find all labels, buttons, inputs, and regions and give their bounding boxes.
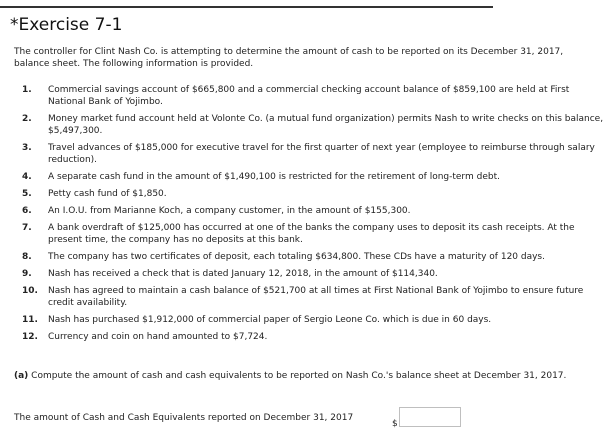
exercise-title: *Exercise 7-1	[10, 15, 123, 35]
list-item	[14, 251, 604, 263]
item-number: 3.	[22, 143, 32, 153]
item-number: 7.	[22, 223, 32, 233]
item-text: Petty cash fund of $1,850.	[48, 189, 167, 199]
top-divider	[0, 6, 493, 8]
list-item	[14, 113, 604, 137]
item-text: Nash has agreed to maintain a cash balance of $521,700 at all times at First National Bank of Yojimbo to ensure future credit availability.	[48, 286, 584, 308]
cash-equivalents-input[interactable]	[399, 407, 461, 427]
currency-symbol: $	[392, 419, 398, 429]
item-number: 2.	[22, 114, 32, 124]
list-item	[14, 268, 604, 280]
list-item	[14, 188, 604, 200]
item-text: Nash has purchased $1,912,000 of commercial paper of Sergio Leone Co. which is due in 60 days.	[48, 315, 492, 325]
item-text: Currency and coin on hand amounted to $7,724.	[48, 332, 268, 342]
exercise-intro: The controller for Clint Nash Co. is attempting to determine the amount of cash to be reported on its December 31, 2017, balance sheet. The following information is provided.	[14, 47, 564, 69]
item-text: A separate cash fund in the amount of $1,490,100 is restricted for the retirement of long-term debt.	[48, 172, 500, 182]
item-text: Commercial savings account of $665,800 and a commercial checking account balance of $859,100 are held at First National Bank of Yojimbo.	[48, 85, 570, 107]
item-text: The company has two certificates of deposit, each totaling $634,800. These CDs have a maturity of 120 days.	[48, 252, 545, 262]
list-item	[14, 314, 604, 326]
item-number: 8.	[22, 252, 32, 262]
item-number: 5.	[22, 189, 32, 199]
item-number: 1.	[22, 85, 32, 95]
item-text: Travel advances of $185,000 for executive travel for the first quarter of next year (employee to reimburse through salary reduction).	[48, 143, 595, 165]
item-number: 10.	[22, 286, 38, 296]
list-item	[14, 331, 604, 343]
list-item	[14, 285, 604, 309]
answer-label: The amount of Cash and Cash Equivalents reported on December 31, 2017	[14, 413, 354, 423]
part-text: Compute the amount of cash and cash equivalents to be reported on Nash Co.'s balance sheet at December 31, 2017.	[28, 371, 567, 381]
question-part-a	[14, 370, 599, 382]
item-text: Money market fund account held at Volonte Co. (a mutual fund organization) permits Nash to write checks on this balance, $5,497,300.	[48, 114, 604, 136]
list-item	[14, 205, 604, 217]
list-item	[14, 222, 604, 246]
list-item	[14, 142, 604, 166]
item-number: 9.	[22, 269, 32, 279]
item-text: Nash has received a check that is dated January 12, 2018, in the amount of $114,340.	[48, 269, 438, 279]
item-text: An I.O.U. from Marianne Koch, a company customer, in the amount of $155,300.	[48, 206, 411, 216]
item-number: 6.	[22, 206, 32, 216]
list-item	[14, 84, 604, 108]
part-label: (a)	[14, 371, 29, 381]
list-item	[14, 171, 604, 183]
item-number: 12.	[22, 332, 38, 342]
item-number: 4.	[22, 172, 32, 182]
information-list	[14, 84, 604, 348]
item-number: 11.	[22, 315, 38, 325]
item-text: A bank overdraft of $125,000 has occurred at one of the banks the company uses to deposit its cash receipts. At the present time, the company has no deposits at this bank.	[48, 223, 575, 245]
